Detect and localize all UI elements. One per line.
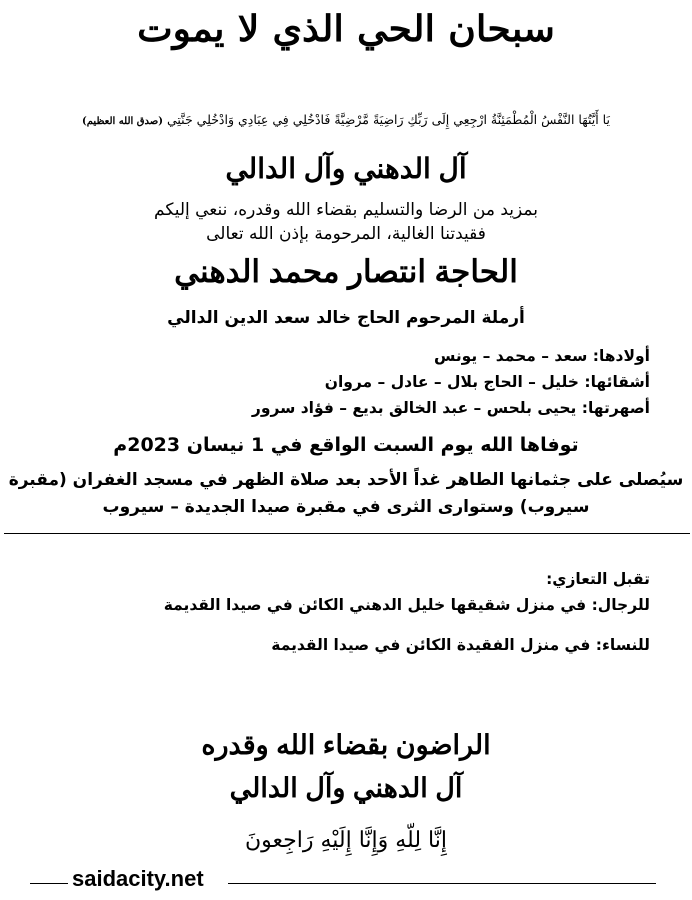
closing-line-1: الراضون بقضاء الله وقدره — [201, 730, 491, 760]
quran-closing: إِنَّا لِلّهِ وَإِنَّا إِلَيْهِ رَاجِعونَ — [245, 828, 447, 853]
relatives-label: أصهرتها: — [581, 399, 650, 417]
relatives-label: أولادها: — [592, 347, 650, 365]
relatives-children — [434, 347, 650, 365]
condolences-men-label: للرجال: — [591, 596, 650, 614]
header-calligraphy: سبحان الحي الذي لا يموت — [137, 8, 555, 50]
closing-line-2: آل الدهني وآل الدالي — [229, 773, 463, 803]
relatives-names: يحيى بلحس – عبد الخالق بديع – فؤاد سرور — [251, 399, 577, 417]
funeral-prayer-line-2: سيروب) وستوارى الثرى في مقبرة صيدا الجديدة – سيروب — [102, 497, 590, 517]
condolences-women — [271, 636, 650, 654]
quran-verse — [0, 112, 692, 127]
relatives-label: أشقائها: — [584, 373, 650, 391]
family-title: آل الدهني وآل الدالي — [225, 153, 467, 184]
condolences-women-text: في منزل الفقيدة الكائن في صيدا القديمة — [271, 636, 591, 654]
deceased-name: الحاجة انتصار محمد الدهني — [174, 254, 518, 289]
footer-line-right — [228, 883, 656, 884]
footer-line-left — [30, 883, 68, 884]
condolences-men-text: في منزل شقيقها خليل الدهني الكائن في صيدا القديمة — [163, 596, 587, 614]
relatives-siblings — [325, 373, 650, 391]
condolences-men — [164, 596, 650, 614]
funeral-prayer-line-1: سيُصلى على جثمانها الطاهر غداً الأحد بعد صلاة الظهر في مسجد الغفران (مقبرة — [8, 470, 684, 490]
intro-line-1: بمزيد من الرضا والتسليم بقضاء الله وقدره، ننعي إليكم — [154, 200, 538, 220]
condolences-title: تقبل التعازي: — [546, 570, 650, 588]
intro-line-2: فقيدتنا الغالية، المرحومة بإذن الله تعالى — [206, 224, 486, 244]
relatives-in-laws — [252, 399, 650, 417]
section-divider — [4, 533, 690, 534]
relatives-names: سعد – محمد – يونس — [433, 347, 588, 365]
website-link[interactable]: saidacity.net — [72, 866, 204, 891]
relatives-names: خليل – الحاج بلال – عادل – مروان — [324, 373, 579, 391]
widow-of: أرملة المرحوم الحاج خالد سعد الدين الدالي — [167, 308, 525, 328]
verse-text: يَا أَيَّتُهَا النَّفْسُ الْمُطْمَئِنَّةُ ارْجِعِي إِلَى رَبِّكِ رَاضِيَةً مَّرْضِيَّةً فَادْخُلِي فِي عِبَادِي وَادْخُلِي جَنَّتِي — [166, 112, 610, 127]
condolences-women-label: للنساء: — [595, 636, 650, 654]
verse-suffix: (صدق الله العظيم) — [82, 116, 163, 127]
death-date: توفاها الله يوم السبت الواقع في 1 نيسان 2023م — [113, 434, 579, 456]
